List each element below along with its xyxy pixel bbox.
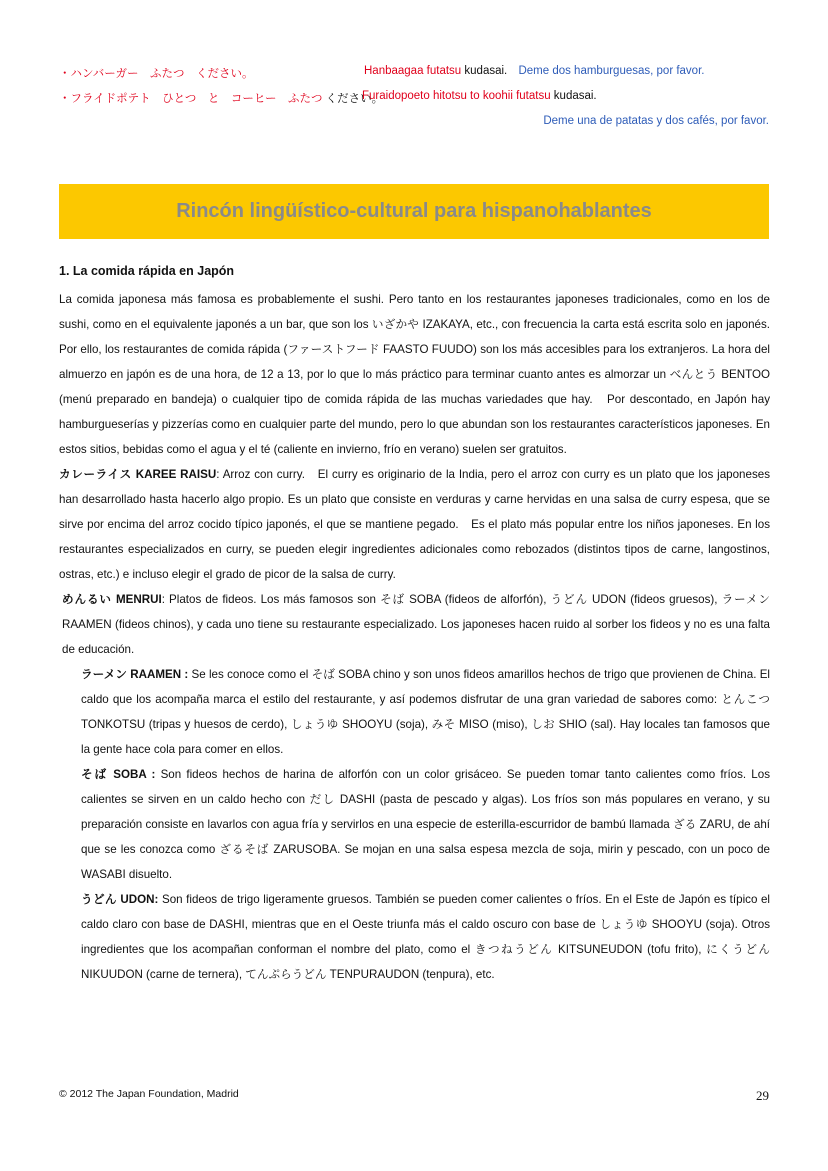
- soba-paragraph: [59, 762, 770, 887]
- raamen-text: Se les conoce como el そば SOBA chino y son unos fideos amarillos hechos de trigo que provienen de China. El caldo que los acompaña marca el estilo del restaurante, y así podemos disfrutar de una gran variedad de sabores como: とんこつ TONKOTSU (tripas y huesos de cerdo), しょうゆ SHOOYU (soja), みそ MISO (miso), しお SHIO (sal). Hay locales tan famosos que la gente hace cola para comer en ellos.: [81, 668, 770, 756]
- phrase-1-romaji-tail: kudasai.: [464, 65, 508, 77]
- karee-paragraph: [59, 462, 770, 587]
- phrase-1-japanese: ・ハンバーガー ふたつ ください。: [59, 68, 254, 80]
- phrase-1-spanish: Deme dos hamburguesas, por favor.: [518, 65, 705, 77]
- menrui-term: めんるい MENRUI: [62, 593, 162, 606]
- phrase-2-romaji: Furaidopoeto hitotsu to koohii futatsu: [362, 90, 551, 102]
- banner-title: Rincón lingüístico-cultural para hispanohablantes: [176, 200, 652, 222]
- section-banner: [59, 184, 769, 239]
- raamen-paragraph: [59, 662, 770, 762]
- udon-text: Son fideos de trigo ligeramente gruesos. También se pueden comer calientes o fríos. En el Este de Japón es típico el caldo claro con base de DASHI, mientras que en el Oeste triunfa más el caldo oscuro con base de しょうゆ SHOOYU (soja). Otros ingredientes que los acompañan conforman el nombre del plato, como el きつねうどん KITSUNEUDON (tofu frito), にくうどん NIKUUDON (carne de ternera), てんぷらうどん TENPURAUDON (tenpura), etc.: [81, 893, 770, 981]
- menrui-paragraph: [59, 587, 770, 662]
- phrase-2-japanese: ・フライドポテト ひとつ と コーヒー ふたつ: [59, 93, 323, 105]
- phrase-line-1: [59, 65, 253, 81]
- soba-term: そば SOBA :: [81, 768, 156, 781]
- menrui-text: : Platos de fideos. Los más famosos son そば SOBA (fideos de alforfón), うどん UDON (fideos gruesos), ラーメン RAAMEN (fideos chinos), y cada uno tiene su restaurante especializado. Los japoneses hacen ruido al sorber los fideos y no es una falta de educación.: [62, 593, 770, 656]
- section-heading: 1. La comida rápida en Japón: [59, 264, 235, 278]
- phrase-2-romaji-tail: kudasai.: [553, 90, 597, 102]
- phrase-line-2-romaji: [362, 90, 597, 102]
- intro-paragraph: La comida japonesa más famosa es probablemente el sushi. Pero tanto en los restaurantes japoneses tradicionales, como en los de sushi, como en el equivalente japonés a un bar, que son los いざかや IZAKAYA, etc., con frecuencia la carta está escrita solo en japonés. Por ello, los restaurantes de comida rápida (ファーストフード FAASTO FUUDO) son los más accesibles para los extranjeros. La hora del almuerzo en japón es de una hora, de 12 a 13, por lo que lo más práctico para terminar cuanto antes es almorzar un べんとう BENTOO (menú preparado en bandeja) o cualquier tipo de comida rápida de las muchas variedades que hay. Por descontado, en Japón hay hamburgueserías y pizzerías como en cualquier parte del mundo, pero lo que abundan son los restaurantes característicos japoneses. En estos sitios, bebidas como el agua y el té (caliente en invierno, frío en verano) suelen ser gratuitos.: [59, 293, 770, 456]
- phrase-1-romaji: Hanbaagaa futatsu: [364, 65, 462, 77]
- phrase-line-2: [59, 90, 383, 106]
- page-number: 29: [756, 1088, 769, 1103]
- karee-text: : Arroz con curry. El curry es originario de la India, pero el arroz con curry es un plato que los japoneses han desarrollado hasta hacerlo algo propio. Es un plato que consiste en verduras y carne hervidas en una salsa de curry espesa, que se sirve por encima del arroz cocido típico japonés, el que se mantiene pegado. Es el plato más popular entre los niños japoneses. En los restaurantes especializados en curry, se pueden elegir ingredientes adicionales como rebozados (distintos tipos de carne, langostinos, ostras, etc.) e incluso elegir el grado de picor de la salsa de curry.: [59, 468, 770, 581]
- phrase-line-1-romaji: [364, 65, 704, 77]
- raamen-term: ラーメン RAAMEN :: [81, 668, 189, 681]
- phrase-2-spanish: Deme una de patatas y dos cafés, por favor.: [543, 115, 769, 127]
- udon-paragraph: [59, 887, 770, 987]
- udon-term: うどん UDON:: [81, 893, 159, 906]
- footer-copyright: © 2012 The Japan Foundation, Madrid: [59, 1088, 239, 1100]
- article-body: [59, 287, 770, 987]
- karee-term: カレーライス KAREE RAISU: [59, 468, 217, 481]
- soba-text: Son fideos hechos de harina de alforfón con un color grisáceo. Se pueden tomar tanto calientes como fríos. Los calientes se sirven en un caldo hecho con だし DASHI (pasta de pescado y algas). Los fríos son más populares en verano, y su preparación consiste en lavarlos con agua fría y servirlos en una especie de esterilla-escurridor de bambú llamada ざる ZARU, de ahí que se les conozca como ざるそば ZARUSOBA. Se mojan en una salsa espesa mezcla de soja, mirin y pescado, con un poco de WASABI disuelto.: [81, 768, 771, 881]
- phrase-2-japanese-tail: ください。: [325, 93, 384, 105]
